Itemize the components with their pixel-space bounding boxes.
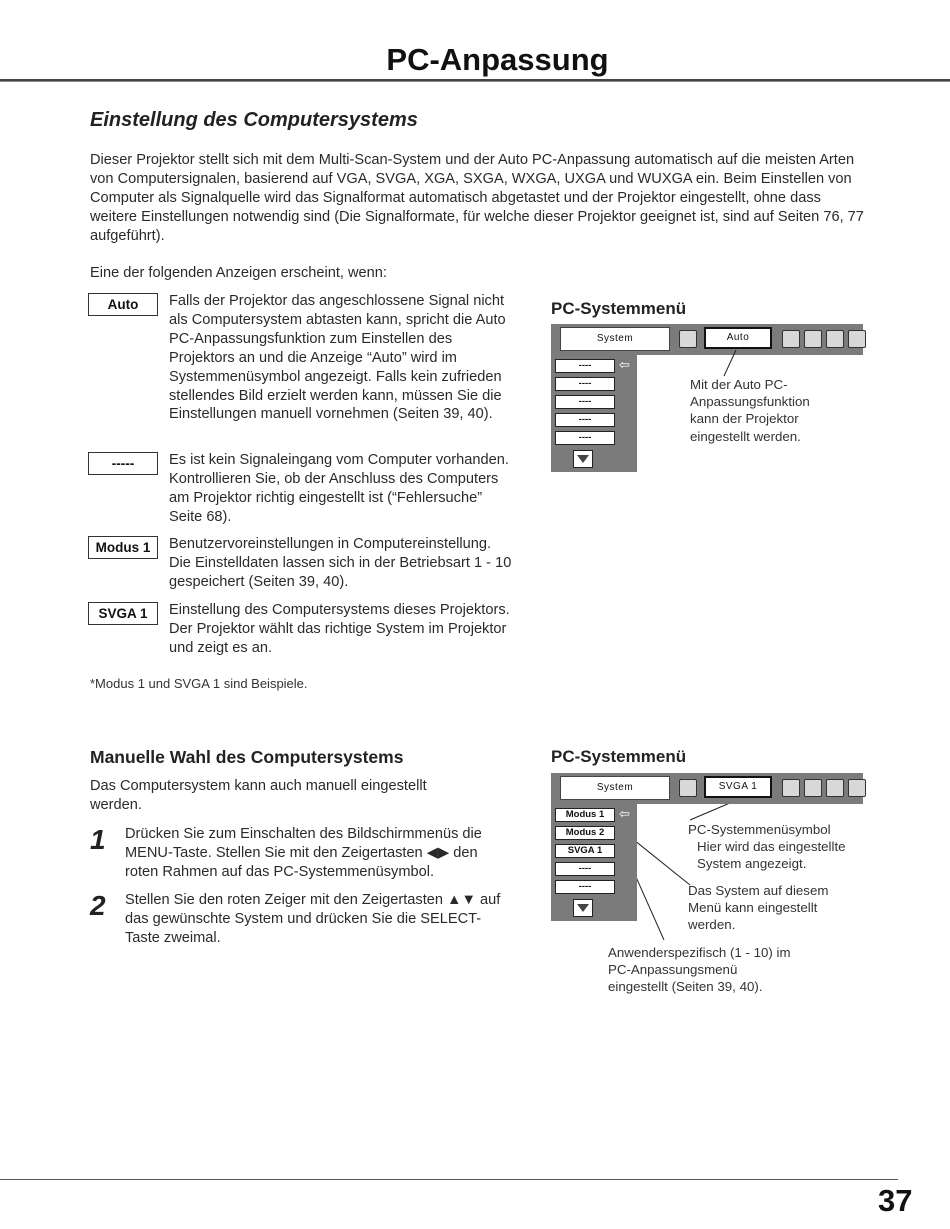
- page-title: PC-Anpassung: [386, 42, 609, 77]
- step-number-2: 2: [90, 890, 106, 921]
- desc-svga-1: Einstellung des Computersystems dieses Projektors. Der Projektor wählt das richtige System im Projektor und zeigt es an.: [169, 602, 510, 656]
- page-number: 37: [878, 1183, 913, 1218]
- label-auto: Auto: [88, 293, 158, 316]
- menu-system-value: SVGA 1: [704, 776, 772, 798]
- menu-heading-2: PC-Systemmenü: [551, 747, 687, 766]
- menu-item: ----: [555, 377, 615, 391]
- menu-system-label: System: [560, 327, 670, 351]
- menu-item: ----: [555, 862, 615, 876]
- step-text-1: Drücken Sie zum Einschalten des Bildschirmmenüs die MENU-Taste. Stellen Sie mit den Zeigertasten ◀▶ den roten Rahmen auf das PC-Systemmenüsymbol.: [125, 826, 482, 880]
- menu-system-label: System: [560, 776, 670, 800]
- menu-item: ----: [555, 413, 615, 427]
- footnote: *Modus 1 und SVGA 1 sind Beispiele.: [90, 676, 308, 691]
- desc-no-signal: Es ist kein Signaleingang vom Computer vorhanden. Kontrollieren Sie, ob der Anschluss des Computers am Projektor richtig eingestellt ist (“Fehlersuche” Seite 68).: [169, 452, 509, 525]
- menu-item: Modus 2: [555, 826, 615, 840]
- manual-intro: Das Computersystem kann auch manuell eingestellt werden.: [90, 778, 427, 813]
- callout-menu: Das System auf diesem Menü kann eingestellt werden.: [688, 883, 829, 933]
- menu-item: ----: [555, 395, 615, 409]
- section-heading-system-setting: Einstellung des Computersystems: [90, 109, 418, 131]
- menu-item: ----: [555, 880, 615, 894]
- lead-paragraph: Eine der folgenden Anzeigen erscheint, wenn:: [90, 265, 387, 281]
- menu-heading-1: PC-Systemmenü: [551, 299, 687, 318]
- menu-item: ----: [555, 359, 615, 373]
- callout-icon-text: Hier wird das eingestellte System angezeigt.: [697, 839, 846, 872]
- intro-paragraph: Dieser Projektor stellt sich mit dem Multi-Scan-System und der Auto PC-Anpassung automatisch auf die meisten Arten von Computersignalen, basierend auf VGA, SVGA, XGA, SXGA, WXGA, UXGA und WUXGA ein. Beim Einstellen von Computer als Signalquelle wird das Signalformat automatisch abgetastet und der Projektor eingestellt, ohne dass weitere Einstellungen notwendig sind (Die Signalformate, für welche dieser Projektor geeignet ist, sind auf Seiten 76, 77 aufgeführt).: [90, 152, 864, 244]
- callout-auto: Mit der Auto PC-Anpassungsfunktion kann der Projektor eingestellt werden.: [690, 377, 810, 444]
- step-number-1: 1: [90, 824, 106, 855]
- menu-list: [551, 804, 637, 921]
- pc-adjust-icon: [679, 779, 697, 797]
- pointer-arrow-icon: ⇦: [619, 806, 630, 821]
- label-svga-1: SVGA 1: [88, 602, 158, 625]
- sound-icon: [804, 779, 822, 797]
- step-text-2: Stellen Sie den roten Zeiger mit den Zeigertasten ▲▼ auf das gewünschte System und drücken Sie die SELECT-Taste zweimal.: [125, 892, 501, 946]
- menu-item: Modus 1: [555, 808, 615, 822]
- menu-system-value: Auto: [704, 327, 772, 349]
- label-modus-1: Modus 1: [88, 536, 158, 559]
- callout-icon-title: PC-Systemmenüsymbol: [688, 822, 831, 837]
- image-icon: [782, 779, 800, 797]
- footer-rule: [0, 1179, 898, 1180]
- pointer-arrow-icon: ⇦: [619, 357, 630, 372]
- menu-item: SVGA 1: [555, 844, 615, 858]
- menu-item: ----: [555, 431, 615, 445]
- info-icon: [848, 779, 866, 797]
- desc-modus-1: Benutzervoreinstellungen in Computereinstellung. Die Einstelldaten lassen sich in der Betriebsart 1 - 10 gespeichert (Seiten 39, 40).: [169, 536, 512, 590]
- callout-line-auto: [724, 350, 736, 376]
- scroll-down-icon: [573, 899, 593, 917]
- label-no-signal: -----: [88, 452, 158, 475]
- settings-icon: [826, 779, 844, 797]
- callout-user: Anwenderspezifisch (1 - 10) im PC-Anpassungsmenü eingestellt (Seiten 39, 40).: [608, 945, 791, 995]
- callout-icon: [688, 821, 868, 873]
- section-heading-manual: Manuelle Wahl des Computersystems: [90, 747, 404, 767]
- desc-auto: Falls der Projektor das angeschlossene Signal nicht als Computersystem abtasten kann, spricht die Auto PC-Anpassungsfunktion zum Einstellen des Projektors an und die Anzeige “Auto” wird im Systemmenüsymbol angezeigt. Falls kein zufrieden stellendes Bild erzielt werden kann, müssen Sie die Einstellungen manuell vornehmen (Seiten 39, 40).: [169, 293, 506, 423]
